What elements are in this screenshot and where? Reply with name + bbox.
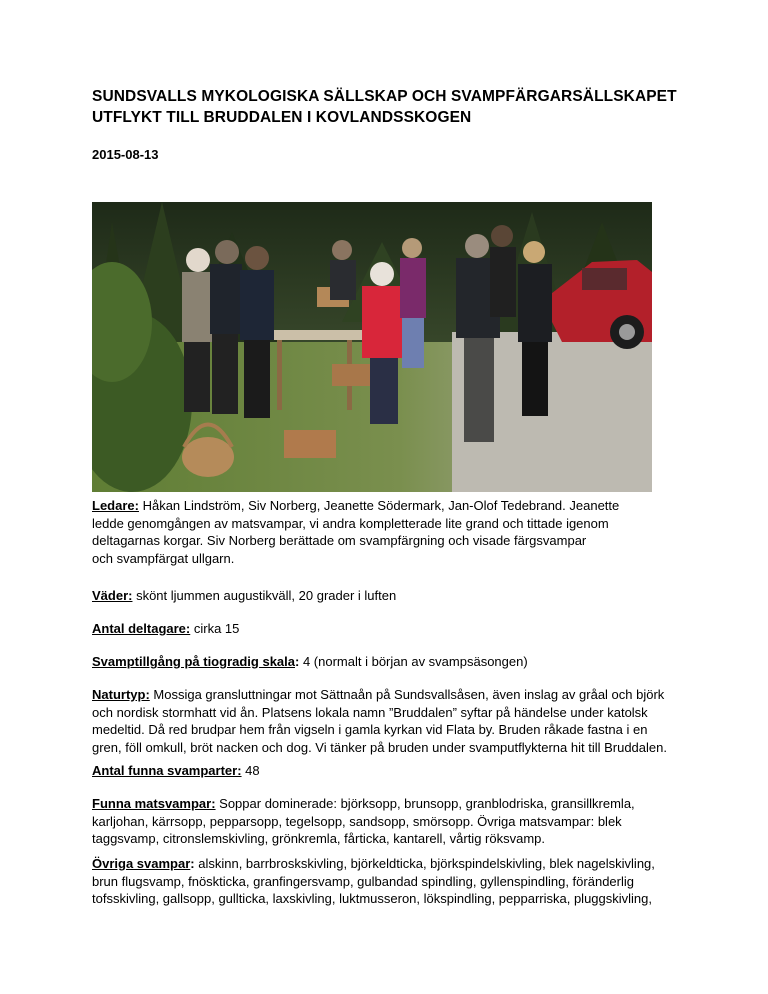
- other-colon: :: [190, 856, 195, 871]
- edible-label: Funna matsvampar:: [92, 796, 216, 811]
- title-line-1: SUNDSVALLS MYKOLOGISKA SÄLLSKAP OCH SVAMPFÄRGARSÄLLSKAPET: [92, 88, 677, 105]
- participants-label: Antal deltagare:: [92, 621, 191, 636]
- excursion-date: 2015-08-13: [92, 147, 159, 162]
- section-weather: [92, 587, 678, 605]
- photo-mushroom-excursion-group-icon: [92, 202, 652, 492]
- document-title: [92, 86, 692, 128]
- nature-text-1: Mossiga gransluttningar mot Sättnaån på Sundsvallsåsen, även inslag av gråal och björk: [149, 687, 665, 702]
- weather-text: skönt ljummen augustikväll, 20 grader i luften: [132, 588, 397, 603]
- edible-text-1: Soppar dominerade: björksopp, brunsopp, granblodriska, gransillkremla,: [215, 796, 635, 811]
- edible-text-2: karljohan, kärrsopp, pepparsopp, tegelsopp, sandsopp, smörsopp. Övriga matsvampar: blek: [92, 813, 622, 829]
- nature-text-3: medeltid. Då red brudpar hem från vigseln i gamla kyrkan vid Flata by. Bruden råkade fastna i en: [92, 722, 648, 738]
- leaders-label: Ledare:: [92, 498, 139, 513]
- other-label: Övriga svampar: [92, 856, 191, 871]
- excursion-photo: [92, 202, 652, 492]
- supply-colon: :: [295, 654, 300, 669]
- participants-text: cirka 15: [190, 621, 240, 636]
- species-count-label: Antal funna svamparter:: [92, 763, 242, 778]
- leaders-text-4: och svampfärgat ullgarn.: [92, 550, 235, 566]
- section-species-count: [92, 762, 678, 780]
- section-edible: [92, 795, 678, 848]
- section-leaders: [92, 497, 678, 567]
- weather-label: Väder:: [92, 588, 133, 603]
- nature-text-2: och nordisk stormhatt vid ån. Platsens lokala namn ”Bruddalen” syftar på händelse under katolsk: [92, 704, 648, 720]
- leaders-text-2: ledde genomgången av matsvampar, vi andra kompletterade lite grand och tittade igenom: [92, 515, 609, 531]
- title-line-2: UTFLYKT TILL BRUDDALEN I KOVLANDSSKOGEN: [92, 109, 472, 126]
- other-text-1: alskinn, barrbroskskivling, björkeldticka, björkspindelskivling, blek nagelskivling,: [194, 856, 655, 871]
- other-text-3: tofsskivling, gallsopp, gullticka, laxskivling, luktmusseron, lökspindling, pepparriska, pluggskivling,: [92, 891, 652, 907]
- section-other: [92, 855, 678, 908]
- leaders-text-1: Håkan Lindström, Siv Norberg, Jeanette Södermark, Jan-Olof Tedebrand. Jeanette: [138, 498, 620, 513]
- other-text-2: brun flugsvamp, fnöskticka, granfingersvamp, gulbandad spindling, gyllenspindling, föränderlig: [92, 873, 634, 889]
- supply-label: Svamptillgång på tiogradig skala: [92, 654, 295, 669]
- section-nature: [92, 686, 678, 756]
- section-supply: [92, 653, 678, 671]
- nature-label: Naturtyp:: [92, 687, 150, 702]
- edible-text-3: taggsvamp, citronslemskivling, grönkremla, fårticka, kantarell, vårtig röksvamp.: [92, 831, 545, 847]
- leaders-text-3: deltagarnas korgar. Siv Norberg berättade om svampfärgning och visade färgsvampar: [92, 533, 587, 549]
- supply-text: 4 (normalt i början av svampsäsongen): [299, 654, 528, 669]
- species-count-text: 48: [241, 763, 260, 778]
- nature-text-4: gren, föll omkull, bröt nacken och dog. Vi tänker på bruden under svamputflykterna hit till Bruddalen.: [92, 739, 667, 755]
- section-participants: [92, 620, 678, 638]
